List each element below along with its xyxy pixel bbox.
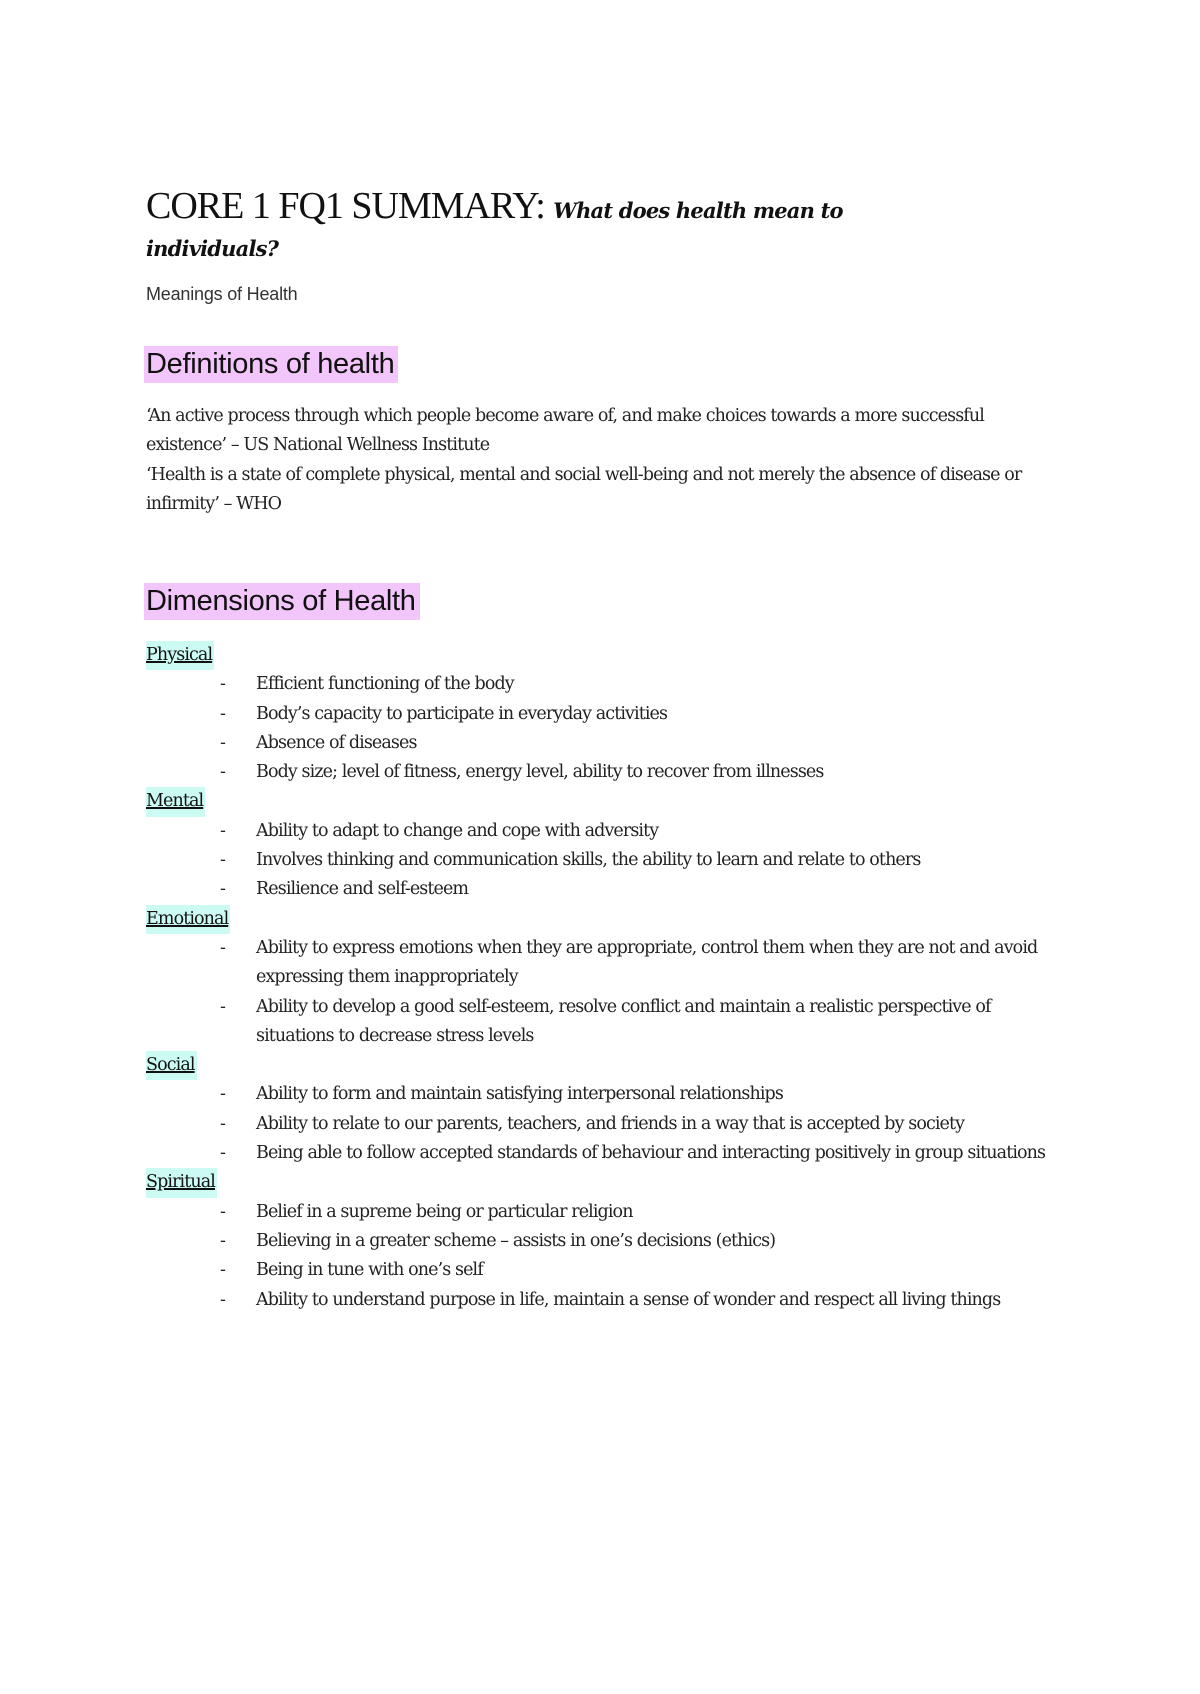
list-item: - Being in tune with one’s self [146, 1256, 1066, 1285]
list-item: - Ability to adapt to change and cope with adversity [146, 817, 1066, 846]
title-main: CORE 1 FQ1 SUMMARY: [146, 185, 545, 227]
dimension-group-physical [146, 641, 1066, 787]
definition-quote: ‘Health is a state of complete physical, mental and social well-being and not merely the absence of disease or infirmity’ – WHO [146, 464, 1022, 515]
bullet-dash-icon: - [220, 1084, 226, 1105]
list-item: - Ability to understand purpose in life, maintain a sense of wonder and respect all living things [146, 1286, 1066, 1315]
bullet-dash-icon: - [220, 674, 226, 695]
document-subtitle: Meanings of Health [146, 284, 298, 304]
list-item: - Body’s capacity to participate in everyday activities [146, 700, 1066, 729]
bullet-dash-icon: - [220, 1143, 226, 1164]
title-question: What does health mean to individuals? [146, 198, 843, 261]
bullet-dash-icon: - [220, 850, 226, 871]
dimensions-list [146, 641, 1066, 1315]
bullet-dash-icon: - [220, 762, 226, 783]
bullet-dash-icon: - [220, 703, 226, 724]
list-item: - Involves thinking and communication skills, the ability to learn and relate to others [146, 846, 1066, 875]
bullet-dash-icon: - [220, 879, 226, 900]
bullet-dash-icon: - [220, 732, 226, 753]
dimension-group-emotional [146, 905, 1066, 1051]
dimension-group-mental [146, 787, 1066, 904]
list-item: - Ability to relate to our parents, teachers, and friends in a way that is accepted by society [146, 1110, 1066, 1139]
list-item: - Being able to follow accepted standards of behaviour and interacting positively in group situations [146, 1139, 1066, 1168]
bullet-dash-icon: - [220, 1230, 226, 1251]
dimension-group-spiritual [146, 1168, 1066, 1314]
dimension-label: Social [146, 1051, 197, 1080]
list-item: - Absence of diseases [146, 729, 1066, 758]
bullet-dash-icon: - [220, 937, 226, 958]
dimension-label: Emotional [146, 905, 230, 934]
list-item: - Believing in a greater scheme – assists in one’s decisions (ethics) [146, 1227, 1066, 1256]
bullet-dash-icon: - [220, 996, 226, 1017]
bullet-dash-icon: - [220, 1113, 226, 1134]
bullet-dash-icon: - [220, 820, 226, 841]
dimension-label: Spiritual [146, 1168, 217, 1197]
list-item: - Resilience and self-esteem [146, 875, 1066, 904]
document-title [146, 186, 1046, 267]
list-item: - Ability to develop a good self-esteem, resolve conflict and maintain a realistic perspective of situations to decrease stress levels [146, 993, 1066, 1052]
definitions-heading: Definitions of health [144, 346, 398, 383]
bullet-dash-icon: - [220, 1289, 226, 1310]
dimension-label: Mental [146, 787, 205, 816]
definition-quote: ‘An active process through which people become aware of, and make choices towards a more successful existence’ – US National Wellness Institute [146, 406, 984, 456]
list-item: - Belief in a supreme being or particular religion [146, 1198, 1066, 1227]
bullet-dash-icon: - [220, 1260, 226, 1281]
bullet-dash-icon: - [220, 1201, 226, 1222]
list-item: - Ability to express emotions when they are appropriate, control them when they are not and avoid expressing them inappropriately [146, 934, 1066, 993]
dimension-label: Physical [146, 641, 214, 670]
definitions-list [146, 402, 1066, 520]
list-item: - Efficient functioning of the body [146, 670, 1066, 699]
dimensions-heading: Dimensions of Health [144, 583, 420, 620]
list-item: - Ability to form and maintain satisfying interpersonal relationships [146, 1080, 1066, 1109]
dimension-group-social [146, 1051, 1066, 1168]
list-item: - Body size; level of fitness, energy level, ability to recover from illnesses [146, 758, 1066, 787]
